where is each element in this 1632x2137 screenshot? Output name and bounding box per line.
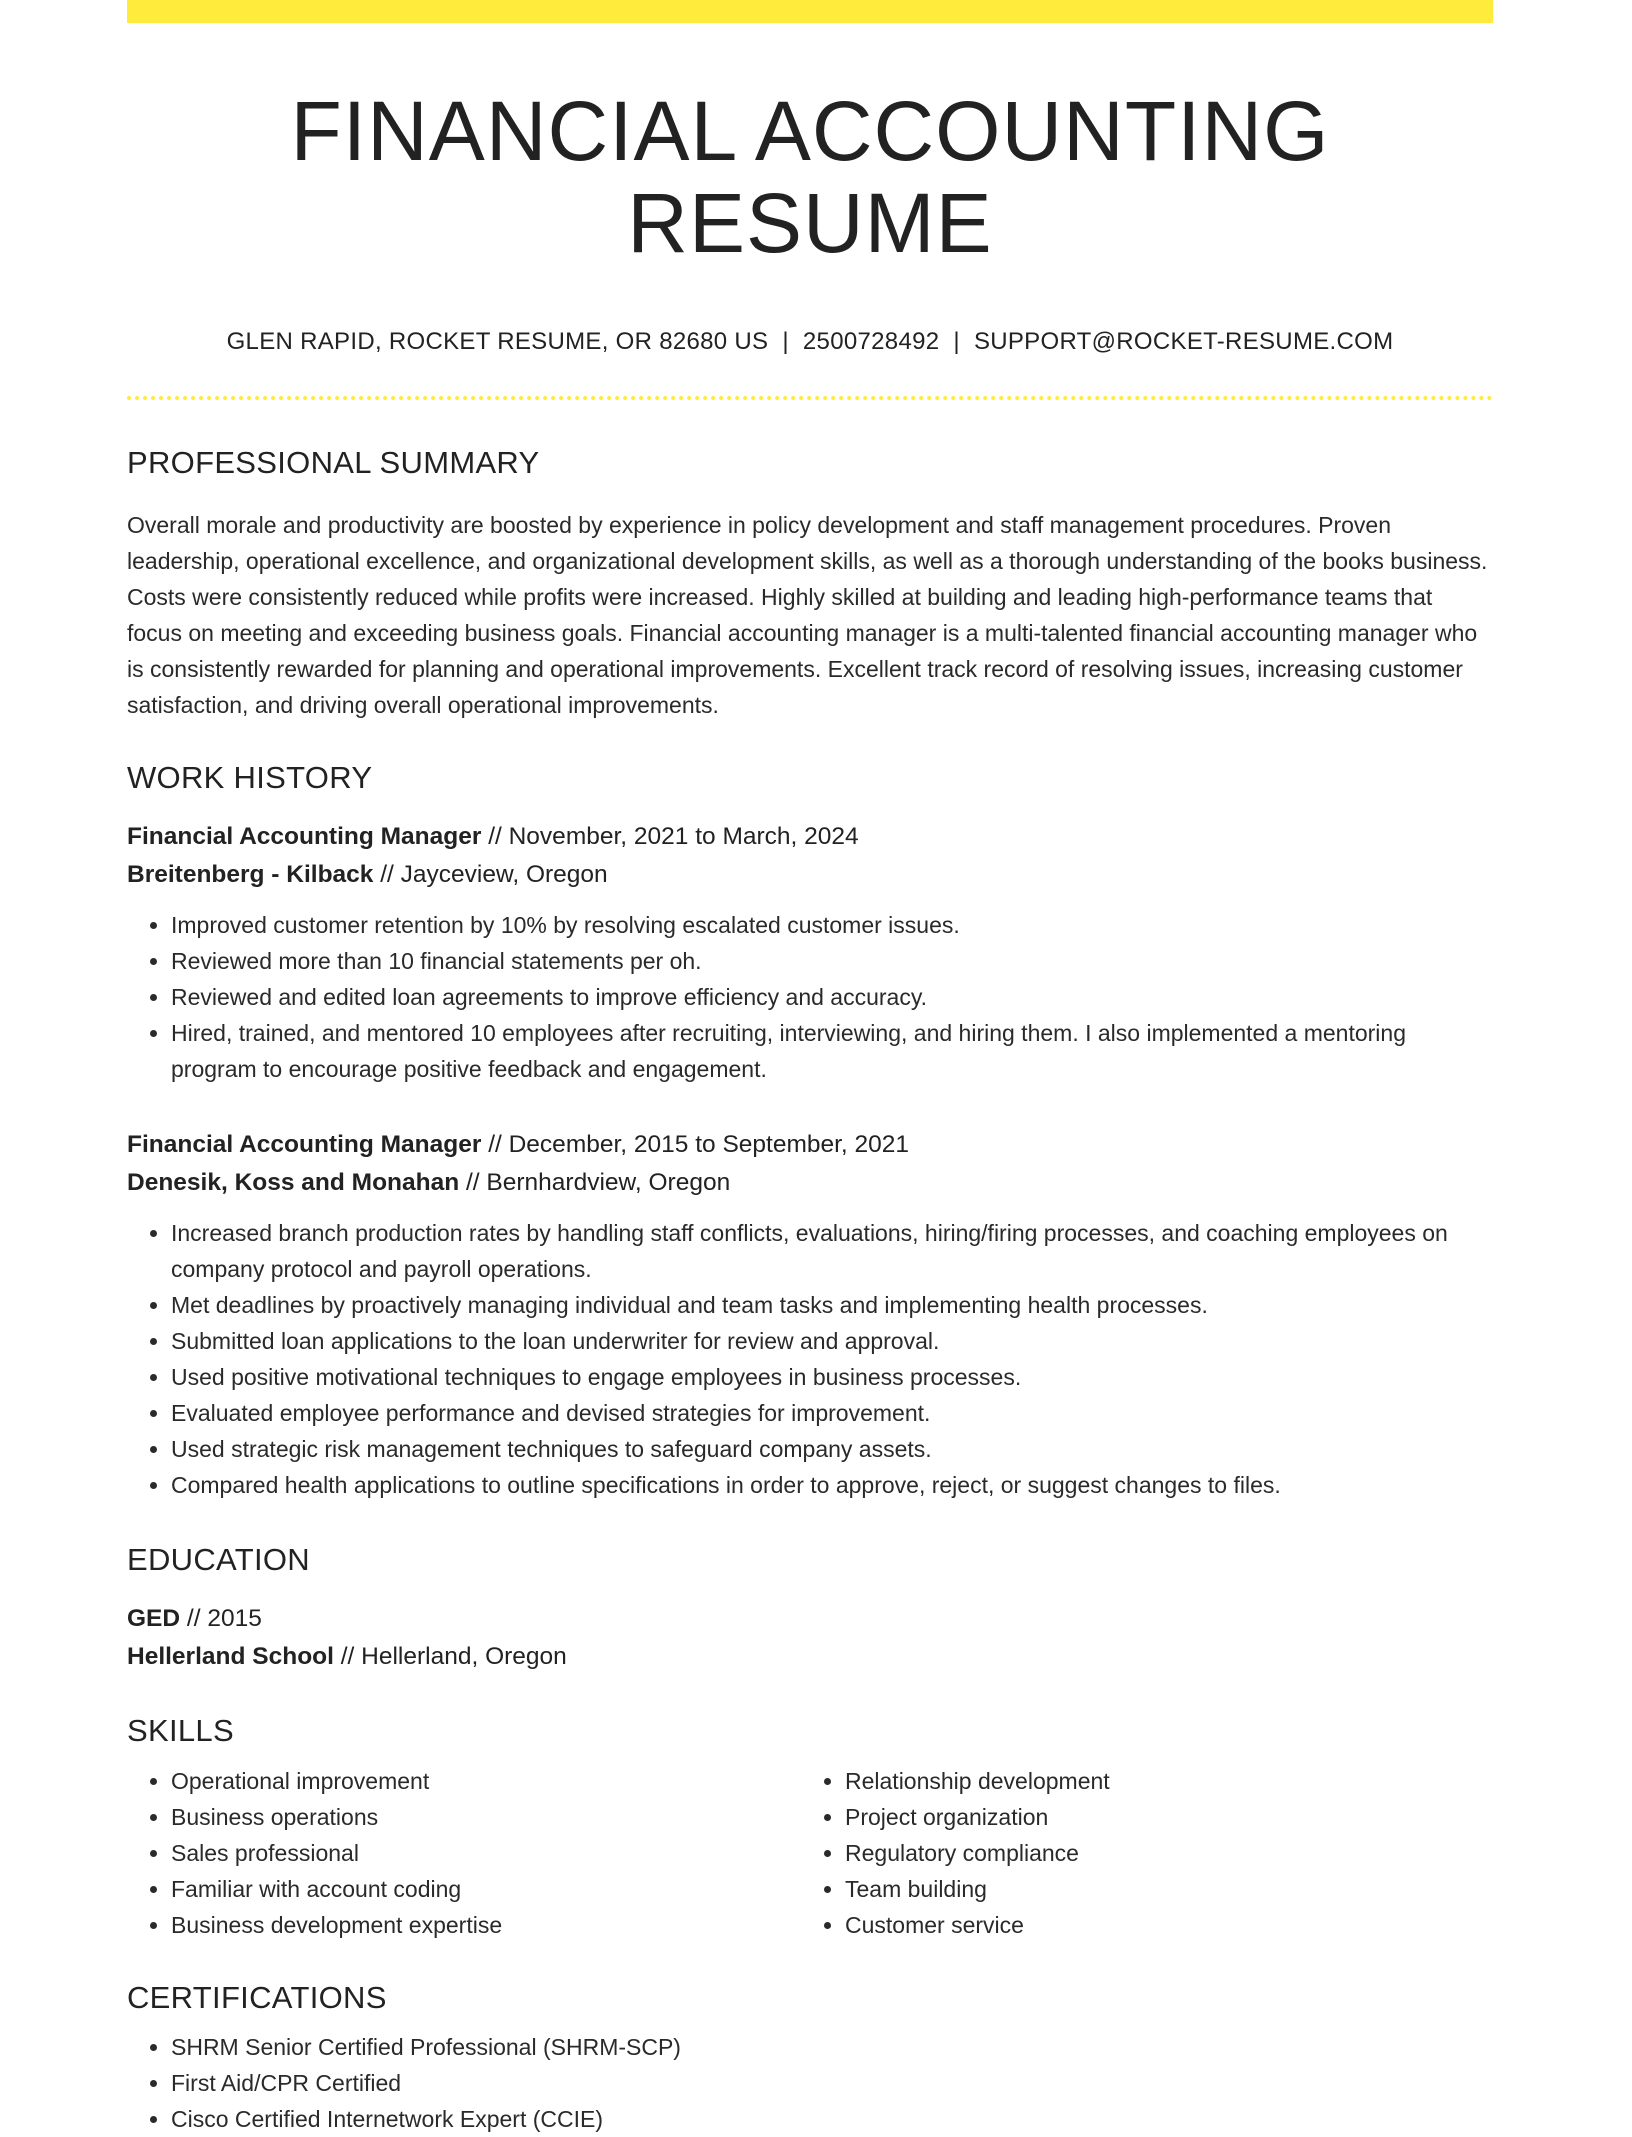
skills-grid xyxy=(127,1763,1493,1943)
skill-item: • Project organization xyxy=(845,1799,1475,1835)
certification-item: • SHRM Senior Certified Professional (SHRM-SCP) xyxy=(171,2029,1493,2065)
education-location: // Hellerland, Oregon xyxy=(333,1642,567,1670)
certification-item: • Cisco Certified Internetwork Expert (CCIE) xyxy=(171,2101,1493,2137)
job-bullet: • Met deadlines by proactively managing individual and team tasks and implementing health processes. xyxy=(171,1287,1493,1323)
job-bullets xyxy=(127,907,1493,1087)
skill-item: • Relationship development xyxy=(845,1763,1475,1799)
job-dates: // November, 2021 to March, 2024 xyxy=(481,822,859,850)
skill-item: • Team building xyxy=(845,1871,1475,1907)
job-location: // Bernhardview, Oregon xyxy=(459,1168,731,1196)
contact-phone: 2500728492 xyxy=(802,327,940,355)
certification-item: • First Aid/CPR Certified xyxy=(171,2065,1493,2101)
job-dates: // December, 2015 to September, 2021 xyxy=(481,1130,910,1158)
contact-email: SUPPORT@ROCKET-RESUME.COM xyxy=(973,327,1394,355)
contact-line xyxy=(127,328,1493,356)
skill-item: • Regulatory compliance xyxy=(845,1835,1475,1871)
contact-separator: | xyxy=(782,327,789,355)
job-bullet: • Used strategic risk management techniques to safeguard company assets. xyxy=(171,1431,1493,1467)
job-company: Breitenberg - Kilback xyxy=(127,860,374,888)
job-bullet: • Improved customer retention by 10% by resolving escalated customer issues. xyxy=(171,907,1493,943)
skills-heading: SKILLS xyxy=(127,1712,234,1748)
education-heading: EDUCATION xyxy=(127,1541,310,1577)
job-bullet: • Hired, trained, and mentored 10 employees after recruiting, interviewing, and hiring them. I also implemented a mentoring program to encourage positive feedback and engagement. xyxy=(171,1015,1493,1087)
skill-item: • Operational improvement xyxy=(171,1763,801,1799)
summary-heading: PROFESSIONAL SUMMARY xyxy=(127,444,540,480)
skill-item: • Familiar with account coding xyxy=(171,1871,801,1907)
education-degree-line xyxy=(127,1600,1493,1638)
job-title-line xyxy=(127,1126,1493,1164)
job-bullet: • Used positive motivational techniques to engage employees in business processes. xyxy=(171,1359,1493,1395)
job-bullet: • Reviewed and edited loan agreements to improve efficiency and accuracy. xyxy=(171,979,1493,1015)
job-entry xyxy=(127,1126,1493,1503)
job-bullet: • Evaluated employee performance and devised strategies for improvement. xyxy=(171,1395,1493,1431)
skill-item: • Business development expertise xyxy=(171,1907,801,1943)
contact-separator: | xyxy=(953,327,960,355)
summary-text: Overall morale and productivity are boosted by experience in policy development and staff management procedures. Proven leadership, operational excellence, and organizational development skills, as well as a thorough understanding of the books business. Costs were consistently reduced while profits were increased. Highly skilled at building and leading high-performance teams that focus on meeting and exceeding business goals. Financial accounting manager is a multi-talented financial accounting manager who is consistently rewarded for planning and operational improvements. Excellent track record of resolving issues, increasing customer satisfaction, and driving overall operational improvements. xyxy=(127,511,1488,718)
work-history-heading: WORK HISTORY xyxy=(127,759,373,795)
job-bullet: • Submitted loan applications to the loan underwriter for review and approval. xyxy=(171,1323,1493,1359)
job-company-line xyxy=(127,856,1493,894)
job-title-line xyxy=(127,818,1493,856)
skill-item: • Business operations xyxy=(171,1799,801,1835)
job-entry xyxy=(127,818,1493,1087)
job-location: // Jayceview, Oregon xyxy=(373,860,608,888)
job-role: Financial Accounting Manager xyxy=(127,1130,482,1158)
job-role: Financial Accounting Manager xyxy=(127,822,482,850)
resume-title: FINANCIAL ACCOUNTING RESUME xyxy=(290,84,1330,271)
certifications-heading: CERTIFICATIONS xyxy=(127,1979,387,2015)
job-company-line xyxy=(127,1164,1493,1202)
job-bullet: • Increased branch production rates by handling staff conflicts, evaluations, hiring/firing processes, and coaching employees on company protocol and payroll operations. xyxy=(171,1215,1493,1287)
certifications-list xyxy=(127,2029,1493,2137)
job-bullet: • Compared health applications to outline specifications in order to approve, reject, or suggest changes to files. xyxy=(171,1467,1493,1503)
education-school-line xyxy=(127,1638,1493,1676)
accent-top-bar xyxy=(127,0,1493,23)
education-degree: GED xyxy=(127,1604,181,1632)
resume-page xyxy=(127,0,1493,2137)
job-bullet: • Reviewed more than 10 financial statements per oh. xyxy=(171,943,1493,979)
skills-left-column xyxy=(127,1763,801,1943)
skill-item: • Customer service xyxy=(845,1907,1475,1943)
dotted-divider xyxy=(127,396,1493,400)
skill-item: • Sales professional xyxy=(171,1835,801,1871)
job-bullets xyxy=(127,1215,1493,1503)
skills-right-column xyxy=(801,1763,1475,1943)
contact-address: GLEN RAPID, ROCKET RESUME, OR 82680 US xyxy=(226,327,769,355)
education-school: Hellerland School xyxy=(127,1642,334,1670)
job-company: Denesik, Koss and Monahan xyxy=(127,1168,460,1196)
education-year: // 2015 xyxy=(180,1604,262,1632)
